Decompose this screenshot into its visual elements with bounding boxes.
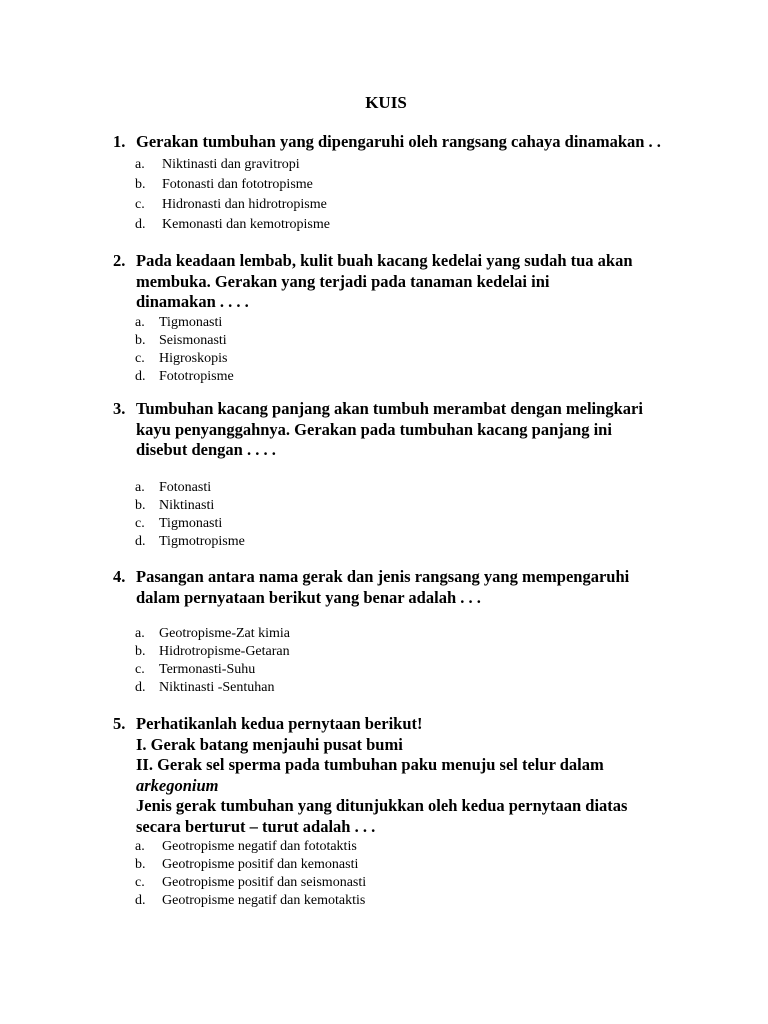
option-text: Seismonasti [159,332,227,348]
option-text: Higroskopis [159,350,228,366]
question-stem [113,132,683,153]
option-letter: a. [135,314,145,330]
option-letter: b. [135,857,146,872]
option-letter: a. [135,479,145,495]
option-text: Termonasti-Suhu [159,662,256,677]
page-title: KUIS [365,93,407,112]
option-text: Hidrotropisme-Getaran [159,644,290,659]
option-list [113,479,683,551]
option-d [113,215,683,235]
option-letter: b. [135,176,146,192]
option-text: Hidronasti dan hidrotropisme [162,196,327,212]
option-a [113,314,683,332]
option-text: Geotropisme-Zat kimia [159,626,291,641]
option-text: Fotonasti dan fototropisme [162,176,313,192]
question-5 [113,714,683,910]
question-line: dinamakan . . . . [136,292,249,311]
option-text: Kemonasti dan kemotropisme [162,216,330,232]
question-4 [113,567,683,697]
option-b [113,332,683,350]
option-text: Niktinasti [159,497,215,513]
option-letter: c. [135,662,145,677]
question-stem [113,399,683,461]
option-d [113,679,683,697]
option-letter: d. [135,216,146,232]
question-2 [113,251,683,386]
option-list [113,838,683,910]
option-c [113,195,683,215]
option-letter: b. [135,497,146,513]
option-text: Geotropisme negatif dan kemotaktis [162,893,366,908]
option-text: Fotonasti [159,479,212,495]
option-letter: a. [135,626,145,641]
question-line: Tumbuhan kacang panjang akan tumbuh merambat dengan melingkari [136,399,643,418]
option-text: Niktinasti dan gravitropi [162,156,300,172]
question-line: Gerakan tumbuhan yang dipengaruhi oleh rangsang cahaya dinamakan . . [136,132,661,151]
option-text: Niktinasti -Sentuhan [159,680,275,695]
question-line: secara berturut – turut adalah . . . [136,816,376,836]
option-text: Tigmonasti [159,314,223,330]
question-line-italic: arkegonium [136,775,219,795]
option-c [113,874,683,892]
question-line: disebut dengan . . . . [136,440,276,459]
option-a [113,155,683,175]
question-line: I. Gerak batang menjauhi pusat bumi [136,734,403,754]
option-list [113,155,683,235]
option-b [113,643,683,661]
question-number: 4. [113,567,126,586]
question-number: 3. [113,399,126,418]
option-a [113,838,683,856]
question-text [136,714,683,837]
option-c [113,661,683,679]
question-line: kayu penyanggahnya. Gerakan pada tumbuhan kacang panjang ini [136,419,612,439]
option-d [113,368,683,386]
question-number: 2. [113,251,126,270]
option-list [113,314,683,386]
option-d [113,892,683,910]
question-stem [113,714,683,837]
option-letter: d. [135,533,146,549]
option-letter: b. [135,332,146,348]
question-3 [113,399,683,551]
question-line: Perhatikanlah kedua pernytaan berikut! [136,714,423,733]
option-b [113,497,683,515]
option-letter: d. [135,680,146,695]
option-a [113,479,683,497]
option-letter: d. [135,368,146,384]
option-text: Tigmonasti [159,515,223,531]
question-line: membuka. Gerakan yang terjadi pada tanaman kedelai ini [136,271,550,291]
option-b [113,175,683,195]
option-a [113,625,683,643]
option-letter: c. [135,350,145,366]
question-1 [113,132,683,235]
option-c [113,350,683,368]
option-text: Geotropisme positif dan kemonasti [162,857,359,872]
question-number: 5. [113,714,126,733]
question-stem [113,251,683,313]
option-list [113,625,683,697]
option-c [113,515,683,533]
question-stem [113,567,683,608]
option-letter: c. [135,875,145,890]
question-line: Pasangan antara nama gerak dan jenis rangsang yang mempengaruhi [136,567,630,586]
option-letter: a. [135,156,145,172]
option-text: Tigmotropisme [159,533,245,549]
option-letter: c. [135,196,145,212]
question-text [136,251,683,313]
option-text: Geotropisme negatif dan fototaktis [162,839,357,854]
question-text [136,132,683,153]
question-text [136,567,683,608]
question-text [136,399,683,461]
option-b [113,856,683,874]
option-text: Fototropisme [159,368,234,384]
option-letter: a. [135,839,145,854]
question-line: Pada keadaan lembab, kulit buah kacang kedelai yang sudah tua akan [136,251,633,270]
question-number: 1. [113,132,126,151]
option-letter: c. [135,515,145,531]
question-line: dalam pernyataan berikut yang benar adalah . . . [136,587,481,607]
option-d [113,533,683,551]
option-letter: d. [135,893,146,908]
question-line: Jenis gerak tumbuhan yang ditunjukkan oleh kedua pernytaan diatas [136,796,628,815]
option-text: Geotropisme positif dan seismonasti [162,875,367,890]
question-line: II. Gerak sel sperma pada tumbuhan paku menuju sel telur dalam [136,755,604,774]
option-letter: b. [135,644,146,659]
